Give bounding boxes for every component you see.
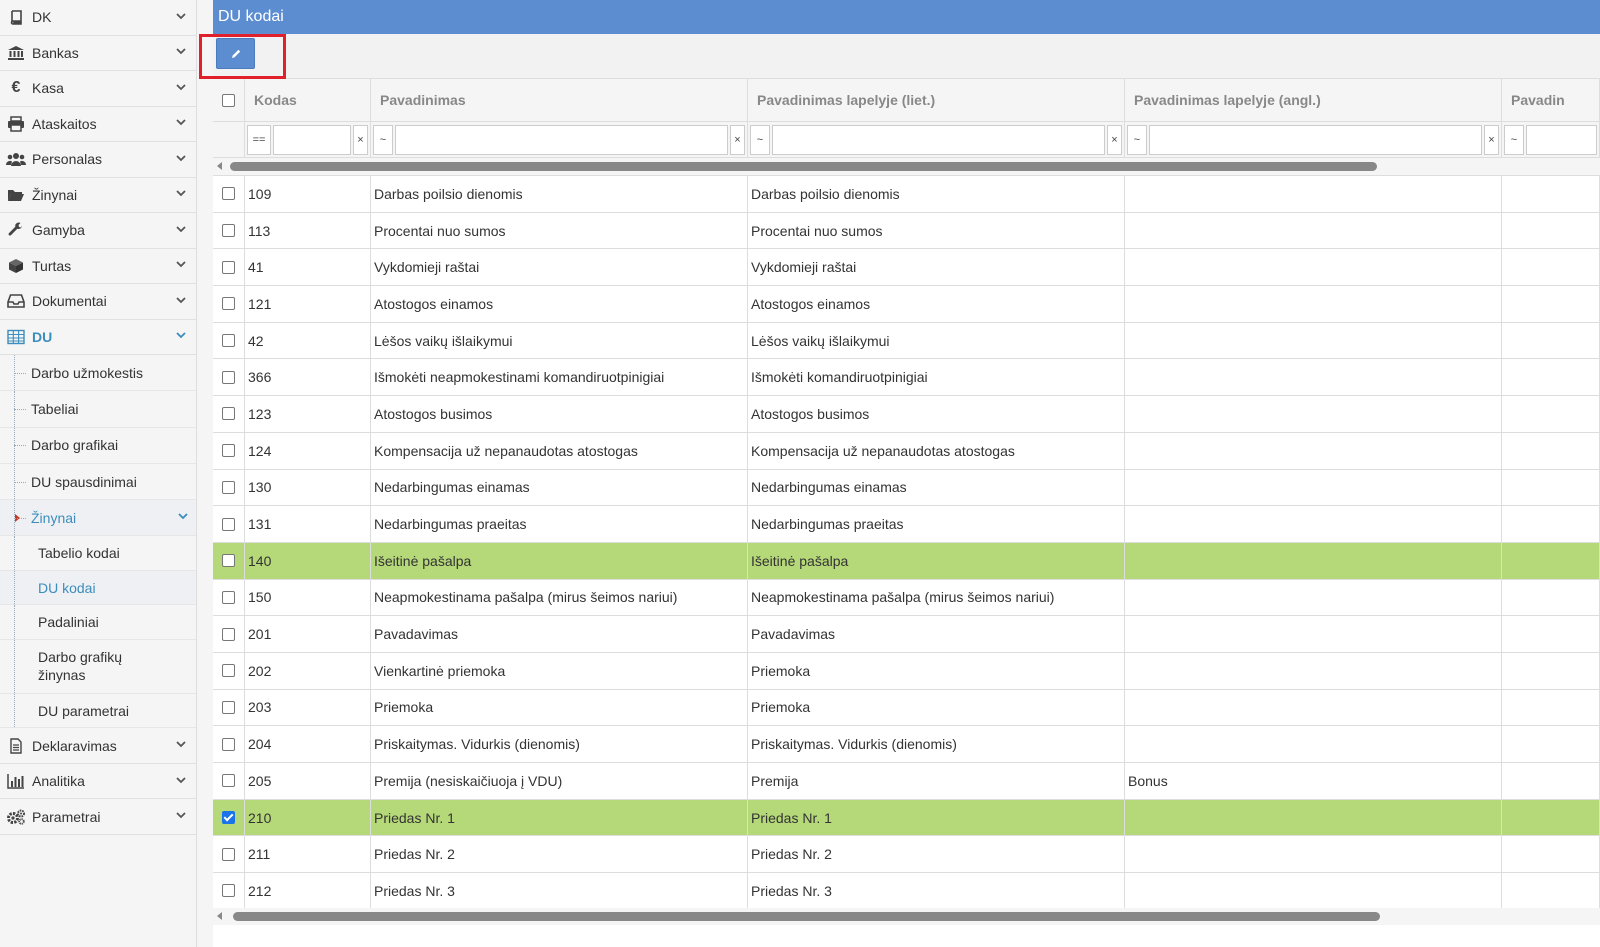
table-row[interactable] xyxy=(213,726,1600,763)
sidebar-subitem-darbo-grafikai[interactable] xyxy=(0,428,196,464)
cell-pavadinimas: Kompensacija už nepanaudotas atostogas xyxy=(371,433,748,469)
cell-pavadinimas: Priedas Nr. 1 xyxy=(371,800,748,836)
sidebar-subitem-label: Darbo grafikų žinynas xyxy=(38,649,123,684)
header-select-all-cell xyxy=(213,79,245,121)
cell-pavadinimas-angl xyxy=(1125,873,1502,909)
filter-pavadinimas-liet-input[interactable] xyxy=(772,125,1105,155)
cell-kodas: 140 xyxy=(245,543,371,579)
table-row[interactable] xyxy=(213,690,1600,727)
row-checkbox[interactable] xyxy=(222,261,235,274)
cell-pavadinimas-angl xyxy=(1125,580,1502,616)
row-checkbox[interactable] xyxy=(222,738,235,751)
cell-pavadinimas: Darbas poilsio dienomis xyxy=(371,176,748,212)
scrollbar-thumb[interactable] xyxy=(230,162,1377,171)
filter-clear-button[interactable]: × xyxy=(730,125,745,155)
sidebar-item-label: Parametrai xyxy=(32,808,101,825)
cell-pavadinimas-liet: Nedarbingumas einamas xyxy=(748,470,1125,506)
cell-pavadinimas-more xyxy=(1502,286,1600,322)
row-checkbox[interactable] xyxy=(222,518,235,531)
cell-pavadinimas: Nedarbingumas praeitas xyxy=(371,506,748,542)
cell-pavadinimas-liet: Pavadavimas xyxy=(748,616,1125,652)
header-pavadinimas-more[interactable] xyxy=(1502,79,1600,121)
cell-kodas: 131 xyxy=(245,506,371,542)
table-row[interactable] xyxy=(213,580,1600,617)
cell-pavadinimas-angl xyxy=(1125,286,1502,322)
cell-kodas: 41 xyxy=(245,249,371,285)
row-checkbox[interactable] xyxy=(222,554,235,567)
row-select-cell xyxy=(213,580,245,616)
sidebar-subitem-label: DU kodai xyxy=(38,579,96,596)
row-checkbox[interactable] xyxy=(222,297,235,310)
header-label: Pavadinimas lapelyje (liet.) xyxy=(757,92,936,108)
cell-pavadinimas-liet: Priedas Nr. 1 xyxy=(748,800,1125,836)
header-label: Kodas xyxy=(254,92,297,108)
table-row[interactable] xyxy=(213,653,1600,690)
sidebar-item-label: Personalas xyxy=(32,151,103,168)
cell-pavadinimas-more xyxy=(1502,653,1600,689)
cell-kodas: 210 xyxy=(245,800,371,836)
sidebar-subitem-label: Tabelio kodai xyxy=(38,545,120,562)
cell-pavadinimas-more xyxy=(1502,433,1600,469)
row-checkbox[interactable] xyxy=(222,628,235,641)
page-title-bar xyxy=(213,0,1600,34)
cell-pavadinimas-angl xyxy=(1125,726,1502,762)
table-row[interactable] xyxy=(213,176,1600,213)
cell-pavadinimas-liet: Priemoka xyxy=(748,653,1125,689)
sidebar-item-zinynai[interactable] xyxy=(0,178,196,214)
top-horizontal-scrollbar[interactable] xyxy=(213,158,1600,176)
inbox-icon xyxy=(6,291,26,311)
cell-kodas: 124 xyxy=(245,433,371,469)
cell-pavadinimas-more xyxy=(1502,506,1600,542)
filter-empty-cell xyxy=(213,122,245,157)
header-label: Pavadin xyxy=(1511,92,1565,108)
header-label: Pavadinimas lapelyje (angl.) xyxy=(1134,92,1321,108)
row-select-cell xyxy=(213,470,245,506)
row-select-cell xyxy=(213,323,245,359)
chevron-down-icon xyxy=(176,118,188,129)
row-checkbox[interactable] xyxy=(222,774,235,787)
cell-pavadinimas: Nedarbingumas einamas xyxy=(371,470,748,506)
cell-pavadinimas-liet: Išeitinė pašalpa xyxy=(748,543,1125,579)
chevron-down-icon xyxy=(176,83,188,94)
cell-pavadinimas-angl xyxy=(1125,836,1502,872)
grid-footer xyxy=(213,925,1600,947)
cell-pavadinimas: Neapmokestinama pašalpa (mirus šeimos nariui) xyxy=(371,580,748,616)
cell-pavadinimas-liet: Neapmokestinama pašalpa (mirus šeimos nariui) xyxy=(748,580,1125,616)
cell-pavadinimas-more xyxy=(1502,836,1600,872)
cell-pavadinimas-liet: Premija xyxy=(748,763,1125,799)
filter-pavadinimas-angl xyxy=(1125,122,1502,157)
wrench-icon xyxy=(6,220,26,240)
table-row[interactable] xyxy=(213,763,1600,800)
chevron-down-icon xyxy=(176,296,188,307)
cell-pavadinimas: Priedas Nr. 2 xyxy=(371,836,748,872)
cell-pavadinimas-angl xyxy=(1125,506,1502,542)
chevron-down-icon xyxy=(178,512,188,523)
row-checkbox[interactable] xyxy=(222,407,235,420)
row-checkbox[interactable] xyxy=(222,701,235,714)
row-select-cell xyxy=(213,213,245,249)
filter-pavadinimas-more xyxy=(1502,122,1600,157)
chevron-down-icon xyxy=(176,154,188,165)
cell-pavadinimas: Premija (nesiskaičiuoja į VDU) xyxy=(371,763,748,799)
sidebar-subitem-tabelio-kodai[interactable] xyxy=(0,536,196,571)
sidebar-subitem-du-parametrai[interactable] xyxy=(0,694,196,729)
cell-kodas: 203 xyxy=(245,690,371,726)
filter-kodas xyxy=(245,122,371,157)
bank-icon xyxy=(6,43,26,63)
header-pavadinimas-angl[interactable] xyxy=(1125,79,1502,121)
table-row[interactable] xyxy=(213,616,1600,653)
table-row[interactable] xyxy=(213,213,1600,250)
filter-pavadinimas-liet xyxy=(748,122,1125,157)
table-row[interactable] xyxy=(213,800,1600,837)
cell-pavadinimas-liet: Lėšos vaikų išlaikymui xyxy=(748,323,1125,359)
cell-pavadinimas-liet: Priedas Nr. 2 xyxy=(748,836,1125,872)
grid-body xyxy=(213,176,1600,910)
data-grid xyxy=(213,79,1600,910)
cell-pavadinimas-angl xyxy=(1125,470,1502,506)
select-all-checkbox[interactable] xyxy=(222,94,235,107)
sidebar-item-label: Kasa xyxy=(32,80,64,97)
sidebar-item-dk[interactable] xyxy=(0,0,196,36)
row-select-cell xyxy=(213,286,245,322)
cell-kodas: 211 xyxy=(245,836,371,872)
chevron-down-icon xyxy=(176,225,188,236)
scrollbar-thumb[interactable] xyxy=(233,912,1380,921)
cell-pavadinimas-angl xyxy=(1125,359,1502,395)
row-select-cell xyxy=(213,433,245,469)
cell-pavadinimas-more xyxy=(1502,176,1600,212)
table-row[interactable] xyxy=(213,470,1600,507)
sidebar-subitem-label: Padaliniai xyxy=(38,614,99,631)
cell-pavadinimas-angl xyxy=(1125,249,1502,285)
page-title: DU kodai xyxy=(218,8,284,25)
filter-pavadinimas-more-input[interactable] xyxy=(1526,125,1597,155)
filter-clear-button[interactable]: × xyxy=(353,125,368,155)
grid-filter-row xyxy=(213,122,1600,158)
chevron-down-icon xyxy=(176,189,188,200)
table-row[interactable] xyxy=(213,286,1600,323)
cell-pavadinimas-more xyxy=(1502,690,1600,726)
sidebar-item-bankas[interactable] xyxy=(0,36,196,72)
row-checkbox[interactable] xyxy=(222,444,235,457)
sidebar-item-analitika[interactable] xyxy=(0,764,196,800)
row-select-cell xyxy=(213,616,245,652)
row-select-cell xyxy=(213,763,245,799)
cell-pavadinimas: Vienkartinė priemoka xyxy=(371,653,748,689)
row-select-cell xyxy=(213,800,245,836)
cell-pavadinimas-liet: Kompensacija už nepanaudotas atostogas xyxy=(748,433,1125,469)
cell-pavadinimas: Priskaitymas. Vidurkis (dienomis) xyxy=(371,726,748,762)
cell-pavadinimas-more xyxy=(1502,249,1600,285)
cell-pavadinimas-angl xyxy=(1125,543,1502,579)
cell-pavadinimas-more xyxy=(1502,396,1600,432)
cell-pavadinimas: Priedas Nr. 3 xyxy=(371,873,748,909)
filter-operator-button[interactable]: ~ xyxy=(1504,125,1524,155)
chevron-down-icon xyxy=(176,12,188,23)
cell-pavadinimas-liet: Darbas poilsio dienomis xyxy=(748,176,1125,212)
grid-header-row xyxy=(213,79,1600,122)
row-checkbox[interactable] xyxy=(222,811,235,824)
cell-pavadinimas-liet: Priemoka xyxy=(748,690,1125,726)
cell-pavadinimas-angl xyxy=(1125,213,1502,249)
cell-pavadinimas: Lėšos vaikų išlaikymui xyxy=(371,323,748,359)
filter-pavadinimas-input[interactable] xyxy=(395,125,728,155)
cell-pavadinimas-angl xyxy=(1125,800,1502,836)
cell-kodas: 202 xyxy=(245,653,371,689)
chevron-down-icon xyxy=(176,740,188,751)
row-select-cell xyxy=(213,176,245,212)
sidebar-item-dokumentai[interactable] xyxy=(0,284,196,320)
sidebar-item-label: Žinynai xyxy=(32,186,78,203)
sidebar-subitem-label: Žinynai xyxy=(31,509,77,526)
cell-pavadinimas: Vykdomieji raštai xyxy=(371,249,748,285)
sidebar-item-label: DU xyxy=(32,328,53,345)
sidebar-item-kasa[interactable] xyxy=(0,71,196,107)
cell-pavadinimas-angl xyxy=(1125,690,1502,726)
cell-pavadinimas: Procentai nuo sumos xyxy=(371,213,748,249)
cell-pavadinimas-liet: Atostogos einamos xyxy=(748,286,1125,322)
euro-icon: € xyxy=(11,79,21,97)
sidebar-item-label: Ataskaitos xyxy=(32,115,97,132)
cell-pavadinimas-angl: Bonus xyxy=(1125,763,1502,799)
chevron-down-icon xyxy=(176,776,188,787)
table-row[interactable] xyxy=(213,323,1600,360)
cell-pavadinimas-angl xyxy=(1125,433,1502,469)
header-label: Pavadinimas xyxy=(380,92,466,108)
table-row[interactable] xyxy=(213,836,1600,873)
cell-pavadinimas-more xyxy=(1502,580,1600,616)
cell-pavadinimas-liet: Nedarbingumas praeitas xyxy=(748,506,1125,542)
cell-kodas: 205 xyxy=(245,763,371,799)
sidebar-item-label: Deklaravimas xyxy=(32,737,117,754)
table-icon xyxy=(6,327,26,347)
scroll-left-arrow-icon[interactable] xyxy=(217,162,222,170)
cell-pavadinimas-liet: Priskaitymas. Vidurkis (dienomis) xyxy=(748,726,1125,762)
sidebar-subitem-label: Darbo grafikai xyxy=(31,437,119,454)
pencil-icon xyxy=(230,48,242,60)
sidebar-item-label: Analitika xyxy=(32,773,85,790)
cell-kodas: 366 xyxy=(245,359,371,395)
cell-pavadinimas-angl xyxy=(1125,396,1502,432)
caret-right-icon xyxy=(15,514,20,522)
header-pavadinimas[interactable] xyxy=(371,79,748,121)
sidebar-subitem-tabeliai[interactable] xyxy=(0,391,196,427)
row-select-cell xyxy=(213,359,245,395)
cell-kodas: 42 xyxy=(245,323,371,359)
filter-pavadinimas xyxy=(371,122,748,157)
filter-clear-button[interactable]: × xyxy=(1107,125,1122,155)
cell-pavadinimas: Išeitinė pašalpa xyxy=(371,543,748,579)
cell-pavadinimas-liet: Atostogos busimos xyxy=(748,396,1125,432)
cell-pavadinimas-more xyxy=(1502,213,1600,249)
cell-kodas: 212 xyxy=(245,873,371,909)
sidebar-item-label: DK xyxy=(32,9,52,26)
header-pavadinimas-liet[interactable] xyxy=(748,79,1125,121)
chevron-down-icon xyxy=(176,811,188,822)
cell-pavadinimas: Atostogos einamos xyxy=(371,286,748,322)
sidebar-item-parametrai[interactable] xyxy=(0,799,196,835)
toolbar xyxy=(213,34,1600,79)
sidebar-item-personalas[interactable] xyxy=(0,142,196,178)
cell-kodas: 113 xyxy=(245,213,371,249)
filter-kodas-input[interactable] xyxy=(273,125,351,155)
filter-pavadinimas-angl-input[interactable] xyxy=(1149,125,1482,155)
bar-chart-icon xyxy=(6,771,26,791)
sidebar-item-label: Bankas xyxy=(32,44,79,61)
table-row[interactable] xyxy=(213,396,1600,433)
row-checkbox[interactable] xyxy=(222,481,235,494)
cell-pavadinimas-angl xyxy=(1125,323,1502,359)
sidebar-item-deklaravimas[interactable] xyxy=(0,728,196,764)
row-checkbox[interactable] xyxy=(222,334,235,347)
sidebar-item-label: Gamyba xyxy=(32,222,85,239)
cell-pavadinimas-angl xyxy=(1125,653,1502,689)
row-select-cell xyxy=(213,726,245,762)
header-kodas[interactable] xyxy=(245,79,371,121)
cell-pavadinimas-liet: Procentai nuo sumos xyxy=(748,213,1125,249)
filter-operator-button[interactable]: ~ xyxy=(373,125,393,155)
row-checkbox[interactable] xyxy=(222,224,235,237)
row-select-cell xyxy=(213,873,245,909)
table-row[interactable] xyxy=(213,543,1600,580)
filter-operator-button[interactable]: == xyxy=(247,125,271,155)
sidebar-item-label: Turtas xyxy=(32,257,72,274)
scroll-left-arrow-icon[interactable] xyxy=(217,912,222,920)
cell-pavadinimas-more xyxy=(1502,763,1600,799)
cell-pavadinimas-liet: Priedas Nr. 3 xyxy=(748,873,1125,909)
sidebar-subitem-label: Darbo užmokestis xyxy=(31,364,144,381)
chevron-down-icon xyxy=(176,331,188,342)
chevron-down-icon xyxy=(176,47,188,58)
sidebar-subitem-label: DU spausdinimai xyxy=(31,473,137,490)
sidebar-subitem-darbo-uzmokestis[interactable] xyxy=(0,355,196,391)
cell-kodas: 204 xyxy=(245,726,371,762)
filter-clear-button[interactable]: × xyxy=(1484,125,1499,155)
print-icon xyxy=(6,114,26,134)
chevron-down-icon xyxy=(176,260,188,271)
cell-pavadinimas-more xyxy=(1502,323,1600,359)
sidebar-subitem-du-kodai[interactable] xyxy=(0,571,196,606)
sidebar xyxy=(0,0,197,947)
sidebar-subitem-darbo-grafiku-zinynas[interactable] xyxy=(0,640,196,694)
sidebar-subitem-label: Tabeliai xyxy=(31,400,79,417)
main-panel xyxy=(213,0,1600,947)
sidebar-subitem-du-spausdinimai[interactable] xyxy=(0,464,196,500)
cell-pavadinimas-more xyxy=(1502,873,1600,909)
cell-kodas: 121 xyxy=(245,286,371,322)
cell-pavadinimas-more xyxy=(1502,470,1600,506)
gears-icon xyxy=(6,807,26,827)
sidebar-item-du[interactable] xyxy=(0,320,196,356)
sidebar-item-turtas[interactable] xyxy=(0,249,196,285)
folder-open-icon xyxy=(6,185,26,205)
file-text-icon xyxy=(6,736,26,756)
cell-pavadinimas-liet: Išmokėti komandiruotpinigiai xyxy=(748,359,1125,395)
cube-icon xyxy=(6,256,26,276)
cell-pavadinimas-angl xyxy=(1125,176,1502,212)
cell-pavadinimas: Išmokėti neapmokestinami komandiruotpinigiai xyxy=(371,359,748,395)
row-checkbox[interactable] xyxy=(222,591,235,604)
cell-pavadinimas-more xyxy=(1502,616,1600,652)
table-row[interactable] xyxy=(213,506,1600,543)
cell-pavadinimas-liet: Vykdomieji raštai xyxy=(748,249,1125,285)
row-select-cell xyxy=(213,543,245,579)
filter-operator-button[interactable]: ~ xyxy=(1127,125,1147,155)
cell-pavadinimas: Pavadavimas xyxy=(371,616,748,652)
cell-pavadinimas-angl xyxy=(1125,616,1502,652)
row-select-cell xyxy=(213,653,245,689)
row-checkbox[interactable] xyxy=(222,664,235,677)
cell-pavadinimas-more xyxy=(1502,726,1600,762)
cell-kodas: 123 xyxy=(245,396,371,432)
row-checkbox[interactable] xyxy=(222,371,235,384)
cell-kodas: 201 xyxy=(245,616,371,652)
bottom-horizontal-scrollbar[interactable] xyxy=(213,908,1600,925)
row-select-cell xyxy=(213,506,245,542)
table-row[interactable] xyxy=(213,249,1600,286)
row-checkbox[interactable] xyxy=(222,884,235,897)
cell-pavadinimas-more xyxy=(1502,359,1600,395)
table-row[interactable] xyxy=(213,359,1600,396)
sidebar-item-ataskaitos[interactable] xyxy=(0,107,196,143)
cell-pavadinimas-more xyxy=(1502,800,1600,836)
edit-button[interactable] xyxy=(216,38,255,69)
sidebar-subitem-padaliniai[interactable] xyxy=(0,605,196,640)
users-icon xyxy=(6,149,26,169)
sidebar-item-label: Dokumentai xyxy=(32,293,107,310)
cell-kodas: 150 xyxy=(245,580,371,616)
filter-operator-button[interactable]: ~ xyxy=(750,125,770,155)
book-icon xyxy=(6,7,26,27)
cell-kodas: 109 xyxy=(245,176,371,212)
sidebar-item-gamyba[interactable] xyxy=(0,213,196,249)
sidebar-subitem-label: DU parametrai xyxy=(38,702,130,719)
cell-pavadinimas: Priemoka xyxy=(371,690,748,726)
cell-pavadinimas: Atostogos busimos xyxy=(371,396,748,432)
row-select-cell xyxy=(213,249,245,285)
row-checkbox[interactable] xyxy=(222,848,235,861)
table-row[interactable] xyxy=(213,433,1600,470)
cell-kodas: 130 xyxy=(245,470,371,506)
table-row[interactable] xyxy=(213,873,1600,910)
cell-pavadinimas-more xyxy=(1502,543,1600,579)
row-checkbox[interactable] xyxy=(222,187,235,200)
sidebar-subitem-zinynai[interactable] xyxy=(0,500,196,536)
row-select-cell xyxy=(213,396,245,432)
row-select-cell xyxy=(213,836,245,872)
row-select-cell xyxy=(213,690,245,726)
